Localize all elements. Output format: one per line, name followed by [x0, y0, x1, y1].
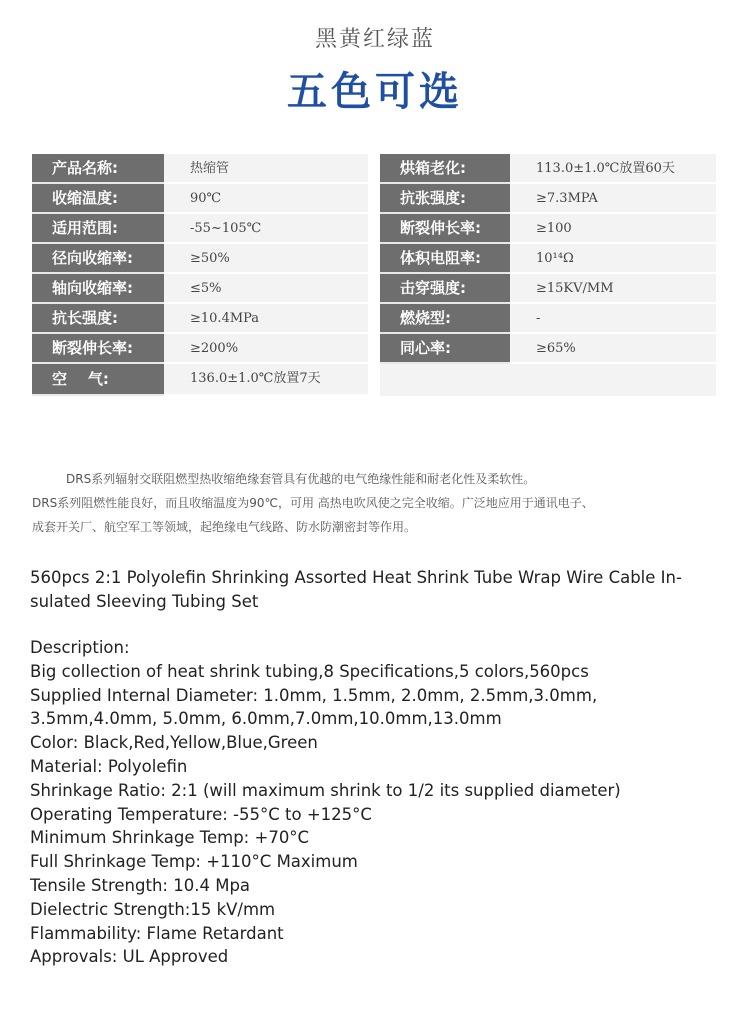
spec-label: 轴向收缩率:: [32, 274, 164, 304]
spec-label: 径向收缩率:: [32, 244, 164, 274]
description-line: Operating Temperature: -55°C to +125°C: [30, 804, 372, 824]
spec-value: ≥50%: [164, 244, 368, 274]
spec-row: [32, 214, 368, 244]
description-line: Approvals: UL Approved: [30, 947, 229, 967]
spec-row-empty: [380, 364, 716, 396]
spec-label: 产品名称:: [32, 154, 164, 184]
spec-row: [32, 334, 368, 364]
spec-value: -55~105℃: [164, 214, 368, 244]
description-line: Supplied Internal Diameter: 1.0mm, 1.5mm, 2.0mm, 2.5mm,3.0mm,: [30, 685, 598, 705]
description-heading: Description:: [30, 638, 130, 657]
spec-label: 断裂伸长率:: [32, 334, 164, 364]
product-title: [30, 566, 730, 614]
description-line: Full Shrinkage Temp: +110°C Maximum: [30, 852, 358, 872]
product-title-line: 560pcs 2:1 Polyolefin Shrinking Assorted Heat Shrink Tube Wrap Wire Cable In-: [30, 568, 682, 587]
cn-desc-line: DRS系列阻燃性能良好，而且收缩温度为90℃，可用 高热电吹风使之完全收缩。广泛地应用于通讯电子、: [32, 496, 594, 510]
spec-label: 体积电阻率:: [380, 244, 510, 274]
description-line: Dielectric Strength:15 kV/mm: [30, 899, 276, 919]
spec-value: 90℃: [164, 184, 368, 214]
spec-value: 113.0±1.0℃放置60天: [510, 154, 716, 184]
spec-label: 击穿强度:: [380, 274, 510, 304]
description-line: Big collection of heat shrink tubing,8 Specifications,5 colors,560pcs: [30, 661, 589, 681]
spec-value: ≤5%: [164, 274, 368, 304]
spec-value: -: [510, 304, 716, 334]
spec-label: 烘箱老化:: [380, 154, 510, 184]
spec-row: [380, 334, 716, 364]
spec-row: [32, 244, 368, 274]
spec-value: 热缩管: [164, 154, 368, 184]
spec-row: [32, 304, 368, 334]
description-line: Material: Polyolefin: [30, 756, 188, 776]
spec-row: [380, 244, 716, 274]
spec-value: ≥200%: [164, 334, 368, 364]
product-title-line: sulated Sleeving Tubing Set: [30, 591, 259, 611]
description-line: Minimum Shrinkage Temp: +70°C: [30, 828, 310, 848]
spec-row: [32, 154, 368, 184]
english-description: [30, 636, 730, 969]
spec-label: 空 气:: [32, 364, 164, 396]
spec-value: ≥100: [510, 214, 716, 244]
spec-label: 同心率:: [380, 334, 510, 364]
spec-row: [380, 184, 716, 214]
spec-label: 断裂伸长率:: [380, 214, 510, 244]
spec-row: [380, 214, 716, 244]
spec-table-left: [32, 154, 368, 396]
spec-label: 燃烧型:: [380, 304, 510, 334]
spec-row: [380, 274, 716, 304]
spec-value: ≥7.3MPA: [510, 184, 716, 214]
spec-label: 抗张强度:: [380, 184, 510, 214]
spec-label: 适用范围:: [32, 214, 164, 244]
description-line: Tensile Strength: 10.4 Mpa: [30, 875, 251, 895]
spec-value: ≥15KV/MM: [510, 274, 716, 304]
cn-desc-line: 成套开关厂、航空军工等领域，起绝缘电气线路、防水防潮密封等作用。: [32, 520, 417, 534]
headline: 五色可选: [287, 69, 463, 115]
spec-value: ≥10.4MPa: [164, 304, 368, 334]
cn-desc-line: DRS系列辐射交联阻燃型热收缩绝缘套管具有优越的电气绝缘性能和耐老化性及柔软性。: [66, 472, 536, 486]
description-line: Flammability: Flame Retardant: [30, 923, 284, 943]
description-line: Color: Black,Red,Yellow,Blue,Green: [30, 733, 318, 753]
chinese-description: [32, 467, 722, 539]
spec-label: 收缩温度:: [32, 184, 164, 214]
spec-row: [32, 274, 368, 304]
spec-value: 10¹⁴Ω: [510, 244, 716, 274]
spec-row: [380, 304, 716, 334]
description-line: Shrinkage Ratio: 2:1 (will maximum shrink to 1/2 its supplied diameter): [30, 780, 621, 800]
spec-row: [32, 184, 368, 214]
spec-row: [380, 154, 716, 184]
spec-table-right: [380, 154, 716, 396]
spec-value: 136.0±1.0℃放置7天: [164, 364, 368, 396]
description-line: 3.5mm,4.0mm, 5.0mm, 6.0mm,7.0mm,10.0mm,13.0mm: [30, 709, 502, 729]
spec-label: 抗长强度:: [32, 304, 164, 334]
empty-cell: [380, 364, 716, 396]
color-options-subtitle: 黑黄红绿蓝: [314, 27, 435, 52]
spec-value: ≥65%: [510, 334, 716, 364]
spec-row: [32, 364, 368, 396]
